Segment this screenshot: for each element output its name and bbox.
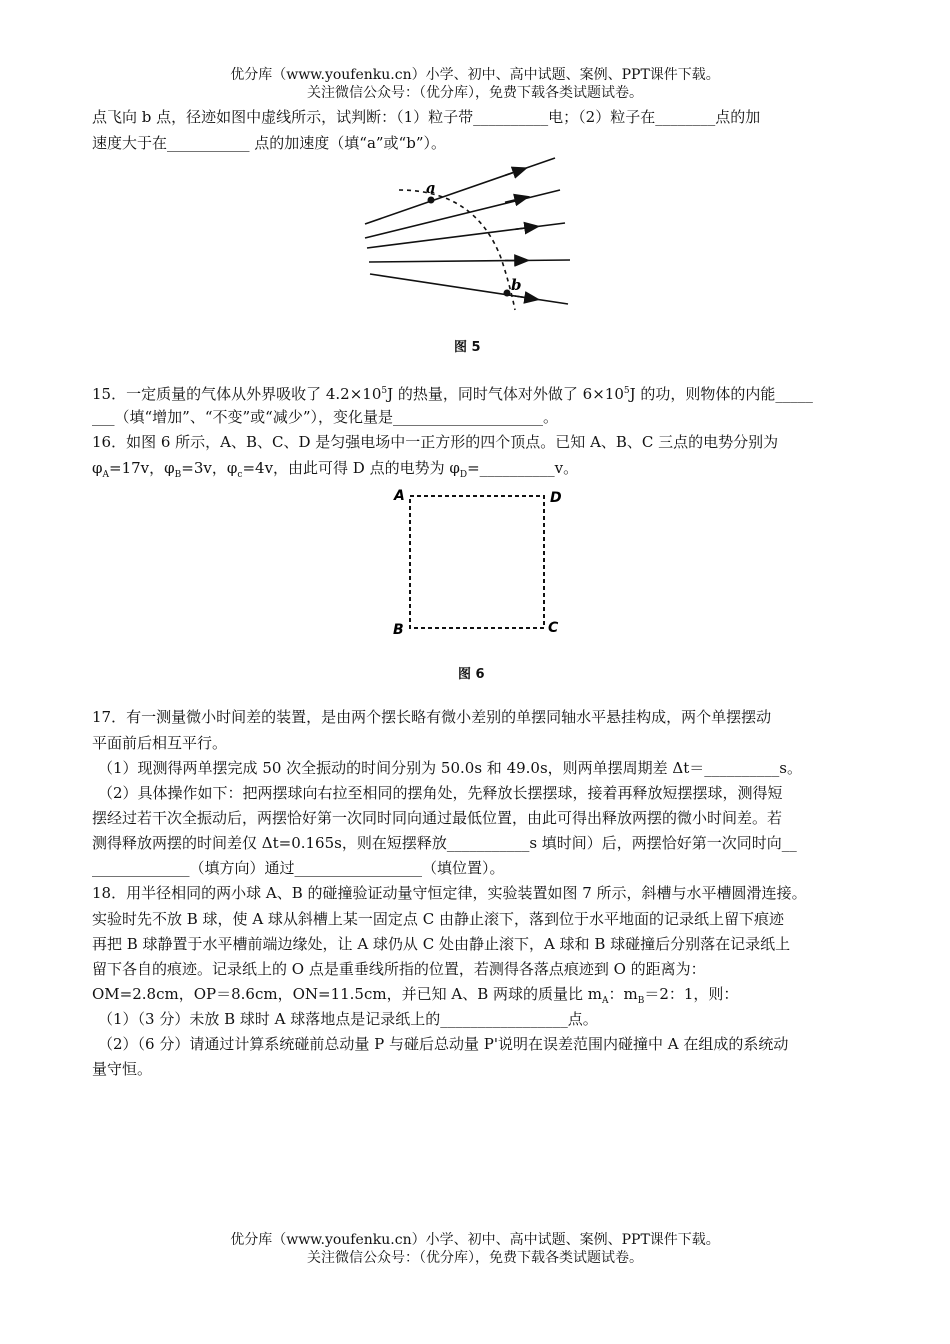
q17-line-6: 测得释放两摆的时间差仅 Δt=0.165s，则在短摆释放___________s 填时间）后，两摆恰好第一次同时向__ bbox=[92, 834, 797, 852]
phi-a-value: =17v， bbox=[109, 459, 165, 477]
phi-c-value: =4v，由此可得 D 点的电势为 φ bbox=[242, 459, 460, 477]
page-footer bbox=[0, 1231, 950, 1267]
q15-sup-1: 5 bbox=[381, 386, 388, 396]
q17-line-4: （2）具体操作如下：把两摆球向右拉至相同的摆角处，先释放长摆摆球，接着再释放短摆摆球，测得短 bbox=[98, 784, 783, 802]
q14-line-1: 点飞向 b 点，径迹如图中虚线所示，试判断：（1）粒子带__________电；（2）粒子在________点的加 bbox=[92, 108, 761, 126]
q18-line-1: 18．用半径相同的两小球 A、B 的碰撞验证动量守恒定律，实验装置如图 7 所示，斜槽与水平槽圆滑连接。 bbox=[92, 884, 807, 902]
vertex-b-label: B bbox=[393, 622, 404, 638]
q16-line-1: 16．如图 6 所示，A、B、C、D 是匀强电场中一正方形的四个顶点。已知 A、B、C 三点的电势分别为 bbox=[92, 433, 779, 451]
phi-b: φ bbox=[164, 459, 175, 477]
q17-line-7: _____________（填方向）通过_________________（填位置）。 bbox=[92, 859, 505, 877]
field-line-4 bbox=[369, 260, 570, 262]
phi-c-sub: c bbox=[237, 470, 243, 480]
particle-trajectory bbox=[399, 190, 515, 310]
q18-line-4: 留下各自的痕迹。记录纸上的 O 点是重垂线所指的位置，若测得各落点痕迹到 O 的距离为： bbox=[92, 960, 706, 978]
q18-line-3: 再把 B 球静置于水平槽前端边缘处，让 A 球仍从 C 处由静止滚下，A 球和 B 球碰撞后分别落在记录纸上 bbox=[92, 935, 791, 953]
q15-text-a: 15．一定质量的气体从外界吸收了 4.2×10 bbox=[92, 385, 382, 403]
figure-5-electric-field bbox=[355, 150, 585, 320]
q15-text-c: J 的功，则物体的内能_____ bbox=[629, 385, 813, 403]
phi-a: φ bbox=[92, 459, 103, 477]
field-line-1-arrow bbox=[505, 169, 525, 176]
footer-line-1: 优分库（www.youfenku.cn）小学、初中、高中试题、案例、PPT课件下载。 bbox=[230, 1232, 720, 1248]
footer-line-2: 关注微信公众号：（优分库），免费下载各类试题试卷。 bbox=[307, 1250, 643, 1266]
phi-c: φ bbox=[226, 459, 238, 477]
field-line-5-arrow bbox=[515, 296, 537, 299]
q15-line-2: ___（填“增加”、“不变”或“减少”），变化量是____________________。 bbox=[92, 408, 559, 426]
q17-line-2: 平面前后相互平行。 bbox=[92, 734, 228, 752]
phi-d-sub: D bbox=[459, 470, 468, 480]
point-b-dot bbox=[504, 290, 511, 297]
header-line-2: 关注微信公众号：（优分库），免费下载各类试题试卷。 bbox=[307, 85, 643, 101]
page-header bbox=[0, 66, 950, 102]
field-line-3-arrow bbox=[515, 227, 537, 230]
q15-line-1 bbox=[92, 380, 813, 405]
vertex-a-label: A bbox=[394, 488, 405, 504]
q17-line-5: 摆经过若干次全振动后，两摆恰好第一次同时同向通过最低位置，由此可得出释放两摆的微小时间差。若 bbox=[92, 809, 783, 827]
phi-b-sub: B bbox=[174, 470, 182, 480]
q14-line-2: 速度大于在___________ 点的加速度（填“a”或“b”）。 bbox=[92, 134, 446, 152]
phi-a-sub: A bbox=[102, 470, 110, 480]
figure-6-caption: 图 6 bbox=[458, 667, 485, 682]
mass-b-sub: B bbox=[637, 996, 645, 1006]
mass-a-sub: A bbox=[601, 996, 609, 1006]
point-a-label: a bbox=[426, 179, 436, 197]
q18-line-8: 量守恒。 bbox=[92, 1060, 153, 1078]
dashed-square bbox=[410, 496, 544, 628]
phi-d-value: =__________v。 bbox=[467, 459, 579, 477]
q15-sup-2: 5 bbox=[623, 386, 630, 396]
phi-b-value: =3v， bbox=[181, 459, 227, 477]
q18-line-5-a: OM=2.8cm，OP＝8.6cm，ON=11.5cm，并已知 A、B 两球的质量比 m bbox=[92, 985, 602, 1003]
q18-line-6: （1）（3 分）未放 B 球时 A 球落地点是记录纸上的_________________点。 bbox=[98, 1010, 598, 1028]
vertex-d-label: D bbox=[550, 490, 562, 506]
q17-line-1: 17．有一测量微小时间差的装置，是由两个摆长略有微小差别的单摆同轴水平悬挂构成，两个单摆摆动 bbox=[92, 708, 772, 726]
q15-text-b: J 的热量，同时气体对外做了 6×10 bbox=[387, 385, 624, 403]
figure-5-caption: 图 5 bbox=[454, 340, 481, 355]
q18-line-5-c: ＝2：1，则： bbox=[644, 985, 739, 1003]
point-a-dot bbox=[428, 197, 435, 204]
figure-6-square bbox=[388, 484, 568, 644]
header-line-1: 优分库（www.youfenku.cn）小学、初中、高中试题、案例、PPT课件下载。 bbox=[230, 67, 720, 83]
q17-line-3: （1）现测得两单摆完成 50 次全振动的时间分别为 50.0s 和 49.0s，则两单摆周期差 Δt＝__________s。 bbox=[98, 759, 802, 777]
field-line-5 bbox=[370, 274, 568, 304]
vertex-c-label: C bbox=[548, 620, 559, 636]
point-b-label: b bbox=[511, 276, 522, 294]
q18-line-2: 实验时先不放 B 球，使 A 球从斜槽上某一固定点 C 由静止滚下，落到位于水平地面的记录纸上留下痕迹 bbox=[92, 910, 784, 928]
q18-line-7: （2）（6 分）请通过计算系统碰前总动量 P 与碰后总动量 P'说明在误差范围内碰撞中 A 在组成的系统动 bbox=[98, 1035, 789, 1053]
q18-line-5-b: ：m bbox=[608, 985, 638, 1003]
q16-line-2 bbox=[92, 457, 578, 486]
